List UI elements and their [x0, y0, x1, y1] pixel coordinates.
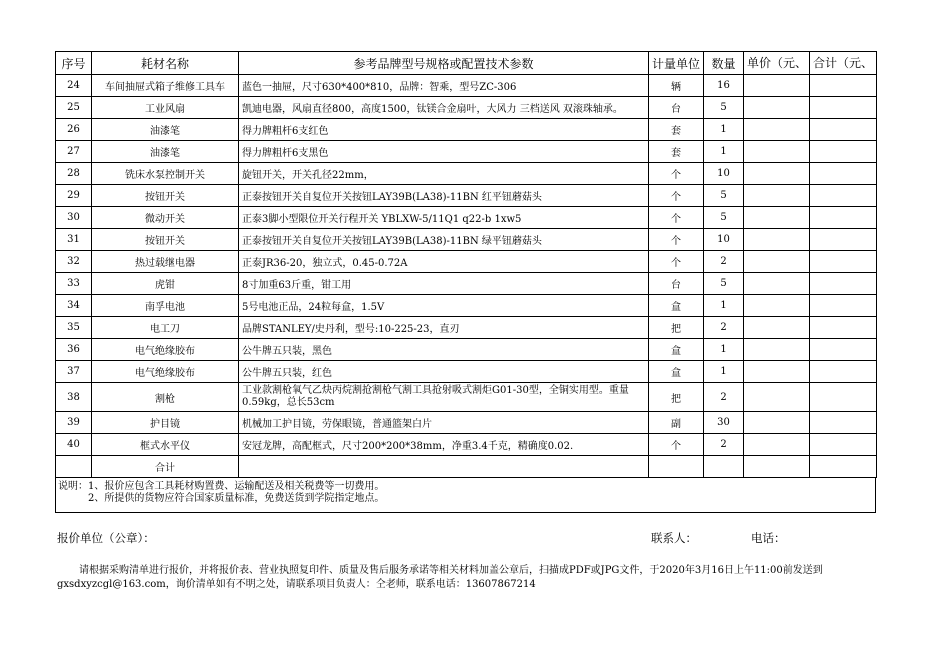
row-unit-price-cell[interactable]: [744, 229, 810, 251]
header-total: 合计（元、: [810, 52, 877, 75]
row-total-cell[interactable]: [810, 163, 877, 185]
row-name: 按钮开关: [92, 185, 239, 207]
row-qty: 16: [704, 75, 744, 97]
row-name: 油漆笔: [92, 119, 239, 141]
row-qty: 10: [704, 163, 744, 185]
row-qty: 1: [704, 119, 744, 141]
row-total-cell[interactable]: [810, 97, 877, 119]
row-unit-price-cell[interactable]: [744, 295, 810, 317]
row-index: 25: [56, 97, 92, 119]
row-unit: 辆: [649, 75, 704, 97]
row-total-cell[interactable]: [810, 295, 877, 317]
row-unit: 盒: [649, 339, 704, 361]
row-name: 工业风扇: [92, 97, 239, 119]
items-table: [55, 51, 877, 478]
row-unit: 个: [649, 434, 704, 456]
row-name: 微动开关: [92, 207, 239, 229]
row-unit: 个: [649, 185, 704, 207]
table-row: [56, 339, 877, 361]
row-unit-price-cell[interactable]: [744, 251, 810, 273]
total-label: 合计: [92, 456, 239, 478]
row-name: 割枪: [92, 383, 239, 412]
row-total-cell[interactable]: [810, 119, 877, 141]
row-unit: 副: [649, 412, 704, 434]
row-unit: 个: [649, 207, 704, 229]
row-index: 38: [56, 383, 92, 412]
row-qty: 2: [704, 317, 744, 339]
header-row: [56, 52, 877, 75]
row-index: 29: [56, 185, 92, 207]
row-total-cell[interactable]: [810, 185, 877, 207]
row-qty: 30: [704, 412, 744, 434]
row-qty: 1: [704, 295, 744, 317]
row-spec: 正泰JR36-20，独立式，0.45-0.72A: [239, 251, 649, 273]
row-name: 铣床水泵控制开关: [92, 163, 239, 185]
row-total-cell[interactable]: [810, 339, 877, 361]
total-row: [56, 456, 877, 478]
row-index: 39: [56, 412, 92, 434]
footer-instructions: 请根据采购清单进行报价，并将报价表、营业执照复印件、质量及售后服务承诺等相关材料加盖公章后，扫描成PDF或JPG文件，于2020年3月16日上午11:00前发送到gxsdxyzcgl@163.com，询价清单如有不明之处，请联系项目负责人：仝老师，联系电话：13607867214: [57, 565, 823, 590]
row-name: 电气绝缘胶布: [92, 339, 239, 361]
row-name: 虎钳: [92, 273, 239, 295]
row-spec: 8寸加重63斤重，钳工用: [239, 273, 649, 295]
row-qty: 5: [704, 97, 744, 119]
row-name: 按钮开关: [92, 229, 239, 251]
row-qty: 10: [704, 229, 744, 251]
total-empty-spec: [239, 456, 649, 478]
row-total-cell[interactable]: [810, 434, 877, 456]
table-row: [56, 141, 877, 163]
table-row: [56, 273, 877, 295]
row-unit: 个: [649, 163, 704, 185]
row-spec: 蓝色一抽屉，尺寸630*400*810，品牌：智乘，型号ZC-306: [239, 75, 649, 97]
row-spec: 机械加工护目镜，劳保眼镜，普通篮架白片: [239, 412, 649, 434]
row-spec-text: 工业款割枪氧气乙炔丙烷割抢割枪气割工具抢射吸式割炬G01-30型，全铜实用型。重量0.59kg，总长53cm: [242, 385, 629, 408]
row-spec: 公牛牌五只装，红色: [239, 361, 649, 383]
row-qty: 1: [704, 141, 744, 163]
header-unit-price: 单价（元、: [744, 52, 810, 75]
row-name: 油漆笔: [92, 141, 239, 163]
row-index: 27: [56, 141, 92, 163]
row-unit-price-cell[interactable]: [744, 163, 810, 185]
row-unit: 把: [649, 317, 704, 339]
table-row: [56, 251, 877, 273]
row-unit-price-cell[interactable]: [744, 119, 810, 141]
row-spec: [239, 383, 649, 412]
quote-info-row: [57, 530, 877, 546]
header-spec: 参考品牌型号规格或配置技术参数: [239, 52, 649, 75]
row-unit-price-cell[interactable]: [744, 434, 810, 456]
row-total-cell[interactable]: [810, 383, 877, 412]
table-row: [56, 229, 877, 251]
row-index: 32: [56, 251, 92, 273]
row-qty: 2: [704, 434, 744, 456]
row-unit-price-cell[interactable]: [744, 207, 810, 229]
table-row: [56, 317, 877, 339]
row-total-cell[interactable]: [810, 361, 877, 383]
row-name: 热过载继电器: [92, 251, 239, 273]
row-total-cell[interactable]: [810, 141, 877, 163]
total-empty-unit: [649, 456, 704, 478]
row-unit: 个: [649, 251, 704, 273]
row-total-cell[interactable]: [810, 251, 877, 273]
table-row: [56, 75, 877, 97]
row-spec: 正泰按钮开关自复位开关按钮LAY39B(LA38)-11BN 绿平钮蘑菇头: [239, 229, 649, 251]
row-spec: 安冠龙牌，高配框式，尺寸200*200*38mm，净重3.4千克，精确度0.02.: [239, 434, 649, 456]
row-spec: 得力牌粗杆6支红色: [239, 119, 649, 141]
row-name: 电工刀: [92, 317, 239, 339]
row-index: 35: [56, 317, 92, 339]
row-unit-price-cell[interactable]: [744, 412, 810, 434]
row-total-cell[interactable]: [810, 412, 877, 434]
table-row: [56, 383, 877, 412]
row-unit: 盒: [649, 361, 704, 383]
table-row: [56, 412, 877, 434]
row-index: 37: [56, 361, 92, 383]
row-name: 护目镜: [92, 412, 239, 434]
row-total-cell[interactable]: [810, 75, 877, 97]
row-spec: 品牌STANLEY/史丹利，型号:10-225-23，直刃: [239, 317, 649, 339]
note-line-1: 说明：1、报价应包含工具耗材购置费、运输配送及相关税费等一切费用。: [58, 481, 385, 492]
row-unit-price-cell[interactable]: [744, 97, 810, 119]
row-unit: 个: [649, 229, 704, 251]
table-row: [56, 119, 877, 141]
row-index: 36: [56, 339, 92, 361]
row-unit: 台: [649, 97, 704, 119]
row-qty: 2: [704, 251, 744, 273]
phone-label: 电话：: [751, 531, 786, 545]
row-total-cell[interactable]: [810, 207, 877, 229]
row-unit: 套: [649, 119, 704, 141]
row-index: 28: [56, 163, 92, 185]
row-index: 34: [56, 295, 92, 317]
table-row: [56, 295, 877, 317]
row-qty: 2: [704, 383, 744, 412]
table-row: [56, 434, 877, 456]
row-qty: 1: [704, 361, 744, 383]
header-unit: 计量单位: [649, 52, 704, 75]
table-row: [56, 163, 877, 185]
row-spec: 旋钮开关，开关孔径22mm，: [239, 163, 649, 185]
row-qty: 5: [704, 273, 744, 295]
table-row: [56, 185, 877, 207]
header-index: 序号: [56, 52, 92, 75]
row-name: 车间抽屉式箱子维修工具车: [92, 75, 239, 97]
row-unit-price-cell[interactable]: [744, 141, 810, 163]
contact-label: 联系人：: [651, 531, 697, 545]
row-unit-price-cell[interactable]: [744, 273, 810, 295]
row-index: 26: [56, 119, 92, 141]
row-unit: 套: [649, 141, 704, 163]
total-amount-cell[interactable]: [810, 456, 877, 478]
header-name: 耗材名称: [92, 52, 239, 75]
row-name: 框式水平仪: [92, 434, 239, 456]
quote-unit-label: 报价单位（公章）：: [57, 531, 155, 545]
row-qty: 1: [704, 339, 744, 361]
total-empty-qty: [704, 456, 744, 478]
row-spec: 正泰按钮开关自复位开关按钮LAY39B(LA38)-11BN 红平钮蘑菇头: [239, 185, 649, 207]
row-unit-price-cell[interactable]: [744, 339, 810, 361]
row-name: 南孚电池: [92, 295, 239, 317]
row-qty: 5: [704, 207, 744, 229]
row-unit: 把: [649, 383, 704, 412]
row-unit: 盒: [649, 295, 704, 317]
row-unit-price-cell[interactable]: [744, 185, 810, 207]
note-line-2: 2、所提供的货物应符合国家质量标准，免费送货到学院指定地点。: [88, 493, 385, 504]
total-unit-price-cell[interactable]: [744, 456, 810, 478]
notes-box: [55, 478, 876, 513]
row-index: 31: [56, 229, 92, 251]
row-index: 33: [56, 273, 92, 295]
row-name: 电气绝缘胶布: [92, 361, 239, 383]
row-total-cell[interactable]: [810, 273, 877, 295]
table-row: [56, 207, 877, 229]
row-unit-price-cell[interactable]: [744, 383, 810, 412]
row-unit-price-cell[interactable]: [744, 317, 810, 339]
table-row: [56, 361, 877, 383]
row-spec: 正泰3脚小型限位开关行程开关 YBLXW-5/11Q1 q22-b 1xw5: [239, 207, 649, 229]
row-total-cell[interactable]: [810, 229, 877, 251]
row-spec: 公牛牌五只装，黑色: [239, 339, 649, 361]
row-index: 40: [56, 434, 92, 456]
row-index: 24: [56, 75, 92, 97]
row-unit-price-cell[interactable]: [744, 75, 810, 97]
total-empty-index: [56, 456, 92, 478]
table-row: [56, 97, 877, 119]
row-unit-price-cell[interactable]: [744, 361, 810, 383]
row-qty: 5: [704, 185, 744, 207]
quotation-sheet: [55, 51, 876, 513]
row-unit: 台: [649, 273, 704, 295]
row-spec: 凯迪电器，风扇直径800，高度1500，钛镁合金扇叶，大风力 三档送风 双滚珠轴承。: [239, 97, 649, 119]
row-index: 30: [56, 207, 92, 229]
header-qty: 数量: [704, 52, 744, 75]
row-spec: 得力牌粗杆6支黑色: [239, 141, 649, 163]
row-spec: 5号电池正品，24粒每盒，1.5V: [239, 295, 649, 317]
row-total-cell[interactable]: [810, 317, 877, 339]
